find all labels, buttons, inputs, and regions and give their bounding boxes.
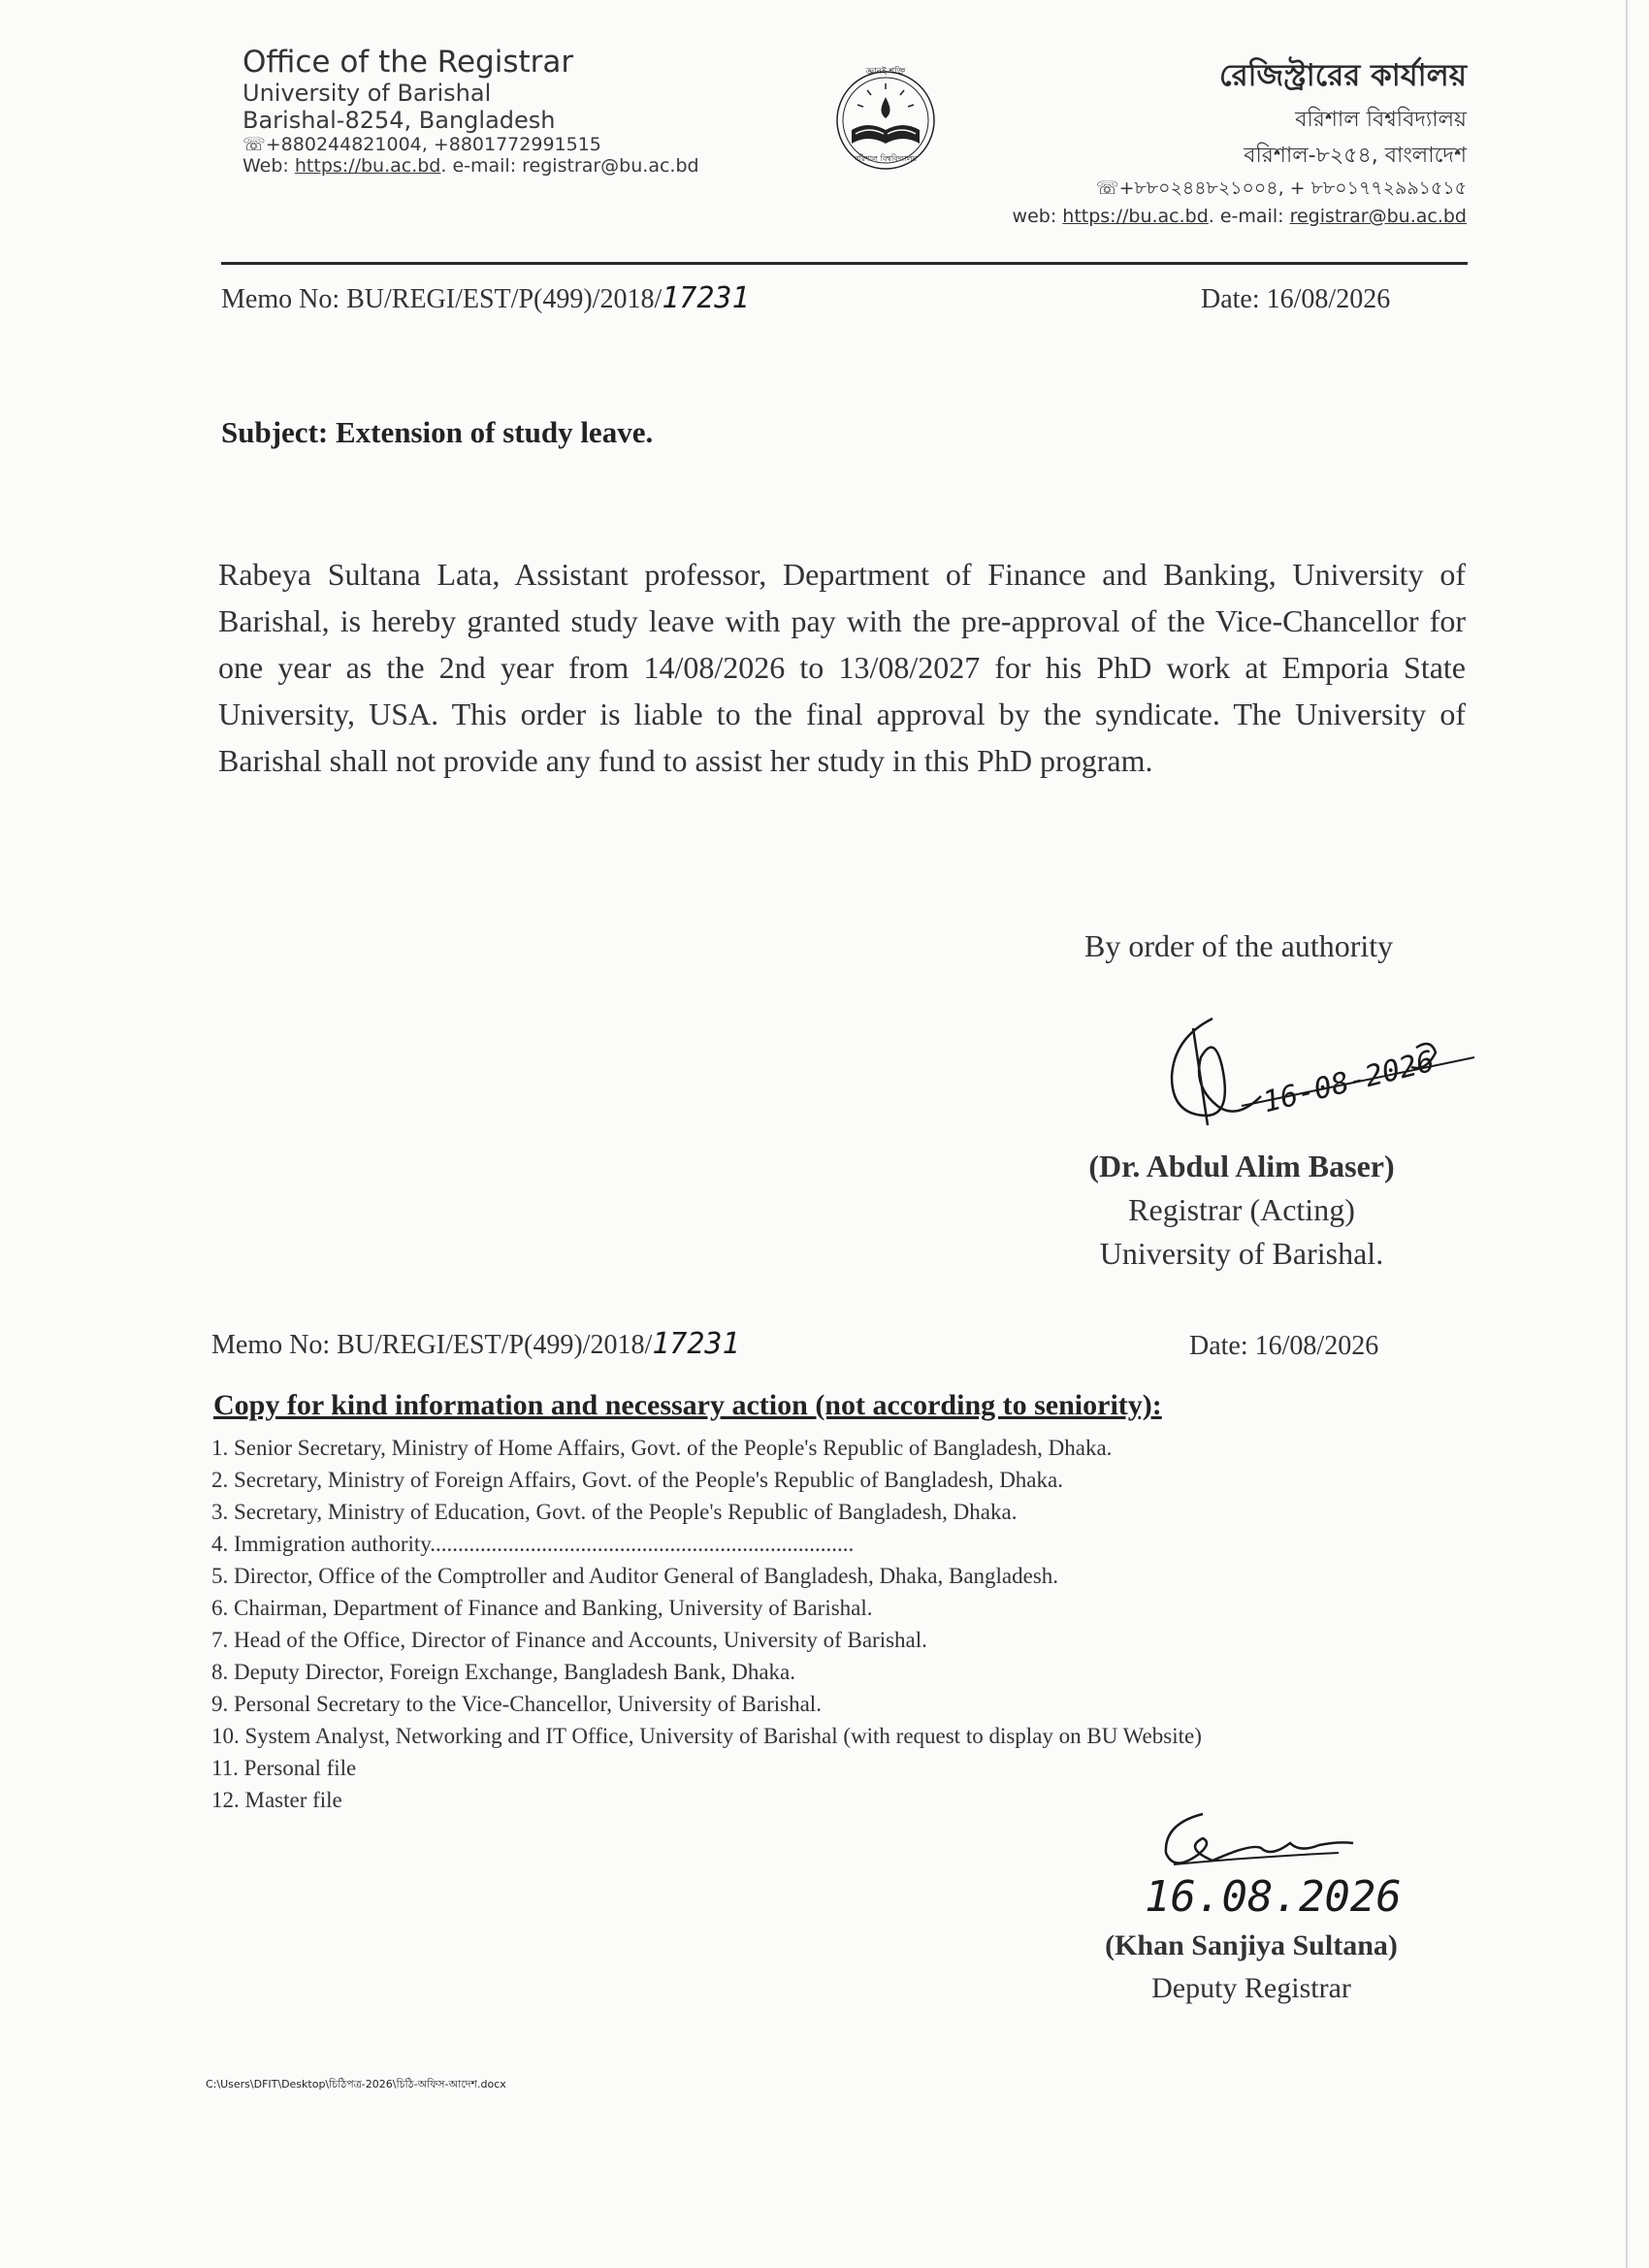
list-item: 1. Senior Secretary, Ministry of Home Affairs, Govt. of the People's Republic of Bangladesh, Dhaka. [211,1436,1113,1460]
signatory-block [1038,1145,1445,1276]
memo-number-2 [211,1327,740,1361]
university-name-bn: বরিশাল বিশ্ববিদ্যালয় [1295,108,1467,132]
file-path: C:\Users\DFIT\Desktop\চিঠিপত্র-2026\চিঠি-অফিস-আদেশ.docx [206,2078,506,2090]
list-item: 7. Head of the Office, Director of Finance and Accounts, University of Barishal. [211,1628,927,1652]
list-item: 12. Master file [211,1788,342,1812]
subject-line: Subject: Extension of study leave. [221,415,654,449]
email-text: . e-mail: registrar@bu.ac.bd [440,155,699,177]
signatory-2-block [1057,1925,1445,2010]
signatory-designation: Registrar (Acting) [1128,1192,1355,1227]
signature-date: 16-08-2026 [1259,1044,1439,1120]
list-item: 2. Secretary, Ministry of Foreign Affairs, Govt. of the People's Republic of Bangladesh, Dhaka. [211,1468,1063,1492]
office-title: Office of the Registrar [242,45,574,80]
letterhead-left [242,45,699,177]
web-label: Web: [242,155,295,177]
signatory-name: (Dr. Abdul Alim Baser) [1088,1149,1395,1183]
email-link-bn[interactable]: registrar@bu.ac.bd [1289,206,1467,227]
web-link[interactable]: https://bu.ac.bd [294,155,441,177]
web-email-line-bn [1013,206,1467,227]
university-name: University of Barishal [242,80,492,107]
university-logo [823,60,949,177]
list-item: 11. Personal file [211,1756,357,1780]
copy-heading: Copy for kind information and necessary action (not according to seniority): [213,1389,1162,1421]
list-item: 10. System Analyst, Networking and IT Office, University of Barishal (with request to display on BU Website) [211,1724,1202,1748]
body-paragraph: Rabeya Sultana Lata, Assistant professor, Department of Finance and Banking, University of Barishal, is hereby granted study leave with pay with the pre-approval of the Vice-Chancellor for one year as the 2nd year from 14/08/2026 to 13/08/2027 for his PhD work at Emporia State University, USA. This order is liable to the final approval by the syndicate. The University of Barishal shall not provide any fund to assist her study in this PhD program. [218,557,1466,778]
memo-number-handwritten-2: 17231 [652,1327,740,1361]
deputy-registrar-signature [1145,1804,1368,1882]
phone-bn: ☏+৮৮০২৪৪৮২১০০৪, + ৮৮০১৭৭২৯৯১৫১৫ [1095,178,1467,199]
page-edge-shadow [1626,0,1628,2268]
deputy-signature-date: 16.08.2026 [1145,1872,1402,1922]
signatory-2-name: (Khan Sanjiya Sultana) [1105,1929,1398,1961]
office-title-bn: রেজিস্ট্রারের কার্যালয় [1219,58,1467,93]
logo-motto: জ্ঞানই শক্তি [865,67,906,77]
address-bn: বরিশাল-৮২৫৪, বাংলাদেশ [1244,144,1467,168]
memo-date: Date: 16/08/2026 [1201,284,1391,314]
web-label-bn: web: [1012,206,1063,227]
phone: ☏+880244821004, +8801772991515 [242,134,601,155]
list-item: 5. Director, Office of the Comptroller and Auditor General of Bangladesh, Dhaka, Bangladesh. [211,1564,1059,1588]
list-item: 9. Personal Secretary to the Vice-Chancellor, University of Barishal. [211,1692,822,1716]
letterhead-right [1013,52,1467,227]
address: Barishal-8254, Bangladesh [242,107,556,134]
memo-number-text-2: Memo No: BU/REGI/EST/P(499)/2018/ [211,1330,653,1360]
list-item: 4. Immigration authority............................................................................ [211,1532,855,1556]
web-email-line [242,155,699,177]
by-order-text: By order of the authority [1084,928,1394,963]
signatory-institution: University of Barishal. [1099,1236,1384,1271]
signatory-2-designation: Deputy Registrar [1151,1972,1351,2004]
memo-number [221,281,750,315]
list-item: 8. Deputy Director, Foreign Exchange, Bangladesh Bank, Dhaka. [211,1660,796,1684]
list-item: 3. Secretary, Ministry of Education, Govt. of the People's Republic of Bangladesh, Dhaka. [211,1500,1018,1524]
signature-icon [1145,1804,1368,1882]
memo-date-2: Date: 16/08/2026 [1189,1331,1379,1361]
copy-recipient-list [211,1432,1202,1816]
logo-caption: বরিশাল বিশ্ববিদ্যালয় [854,154,918,163]
memo-number-handwritten: 17231 [662,281,750,315]
web-link-bn[interactable]: https://bu.ac.bd [1062,206,1209,227]
email-label-bn: . e-mail: [1208,206,1290,227]
registrar-signature [1154,999,1484,1154]
memo-number-text: Memo No: BU/REGI/EST/P(499)/2018/ [221,284,663,314]
list-item: 6. Chairman, Department of Finance and Banking, University of Barishal. [211,1596,873,1620]
header-divider [221,262,1468,265]
